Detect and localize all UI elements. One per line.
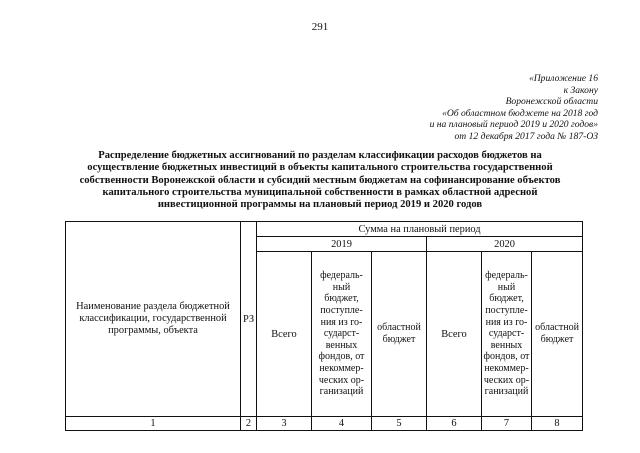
header-regional-2020: областной бюджет — [532, 252, 583, 417]
header-regional-2019: областной бюджет — [372, 252, 427, 417]
budget-table — [65, 221, 583, 431]
title-line: осуществление бюджетных инвестиций в объекты капитального строительства государственной — [87, 162, 553, 174]
column-number: 5 — [372, 417, 427, 431]
header-section-name: Наименование раздела бюджетной классификации, государственной программы, объекта — [66, 222, 241, 417]
title-line: собственности Воронежской области и субсидий местным бюджетам на софинансирование объектов — [79, 174, 561, 186]
appendix-line: от 12 декабря 2017 года № 187-ОЗ — [454, 130, 598, 142]
appendix-line: Воронежской области — [505, 96, 598, 108]
title-line: инвестиционной программы на плановый период 2019 и 2020 годов — [157, 199, 483, 211]
federal-text: федераль- ный бюджет, поступле- ния из го- сударст- венных фондов, от некоммер- ческих ор- ганизаций — [483, 270, 530, 398]
appendix-line: к Закону — [563, 84, 598, 96]
appendix-reference — [378, 73, 598, 143]
header-year-2019: 2019 — [257, 237, 427, 252]
header-rz: РЗ — [241, 222, 257, 417]
column-number: 4 — [312, 417, 372, 431]
column-number: 1 — [66, 417, 241, 431]
federal-text: федераль- ный бюджет, поступле- ния из го- сударст- венных фондов, от некоммер- ческих ор- ганизаций — [318, 270, 365, 398]
header-federal-2019 — [312, 252, 372, 417]
appendix-line: «Приложение 16 — [528, 73, 598, 84]
header-year-2020: 2020 — [427, 237, 583, 252]
appendix-line: «Об областном бюджете на 2018 год — [442, 107, 598, 119]
header-planned-sum: Сумма на плановый период — [257, 222, 583, 237]
title-line: капитального строительства муниципальной собственности в рамках областной адресной — [102, 186, 538, 198]
header-federal-2020 — [482, 252, 532, 417]
column-number: 6 — [427, 417, 482, 431]
column-number: 7 — [482, 417, 532, 431]
column-number: 8 — [532, 417, 583, 431]
column-number: 3 — [257, 417, 312, 431]
document-title — [70, 150, 570, 211]
column-number: 2 — [241, 417, 257, 431]
appendix-line: и на плановый период 2019 и 2020 годов» — [429, 119, 598, 131]
header-total-2020: Всего — [427, 252, 482, 417]
page-number: 291 — [311, 21, 329, 33]
title-line: Распределение бюджетных ассигнований по разделам классификации расходов бюджетов на — [98, 150, 542, 161]
header-total-2019: Всего — [257, 252, 312, 417]
